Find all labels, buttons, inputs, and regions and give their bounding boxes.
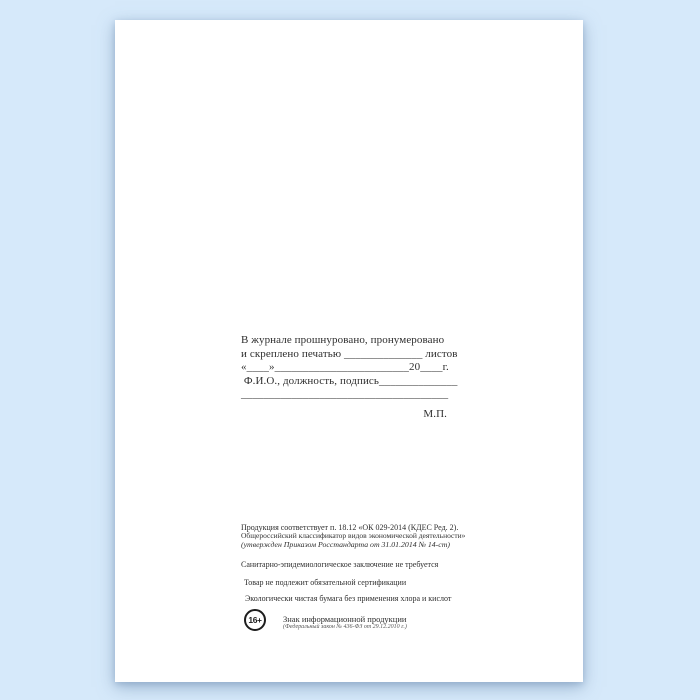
- binding-line-5-blank: _____________________________________: [241, 388, 449, 401]
- information-product-mark-law: (Федеральный закон № 436-ФЗ от 29.12.2010 г.): [283, 624, 407, 630]
- stamp-place-label: М.П.: [423, 407, 447, 420]
- age-rating-16plus-icon: [244, 609, 266, 631]
- product-note-line-3: (утвержден Приказом Росстандарта от 31.01.2014 № 14-ст): [241, 539, 450, 549]
- eco-paper-note: Экологически чистая бумага без применения хлора и кислот: [245, 594, 452, 603]
- binding-certification-block: [241, 334, 458, 422]
- information-product-mark-title: Знак информационной продукции: [283, 614, 407, 624]
- product-classification-note: [241, 523, 465, 549]
- binding-line-3-date: «____»________________________20____г.: [241, 361, 449, 374]
- binding-line-1: В журнале прошнуровано, пронумеровано: [241, 334, 445, 346]
- certification-exemption-note: Товар не подлежит обязательной сертификации: [244, 578, 407, 587]
- age-rating-label: 16+: [248, 615, 262, 625]
- binding-line-4-name-position-signature: Ф.И.О., должность, подпись______________: [241, 374, 458, 387]
- journal-back-page: [115, 20, 583, 682]
- binding-line-2: и скреплено печатью ______________ листов: [241, 347, 458, 360]
- product-note-line-1: Продукция соответствует п. 18.12 «ОК 029-2014 (КДЕС Ред. 2).: [241, 523, 459, 532]
- product-note-line-2: Общероссийский классификатор видов экономической деятельности»: [241, 531, 466, 540]
- sanitary-conclusion-note: Санитарно-эпидемиологическое заключение не требуется: [241, 560, 439, 569]
